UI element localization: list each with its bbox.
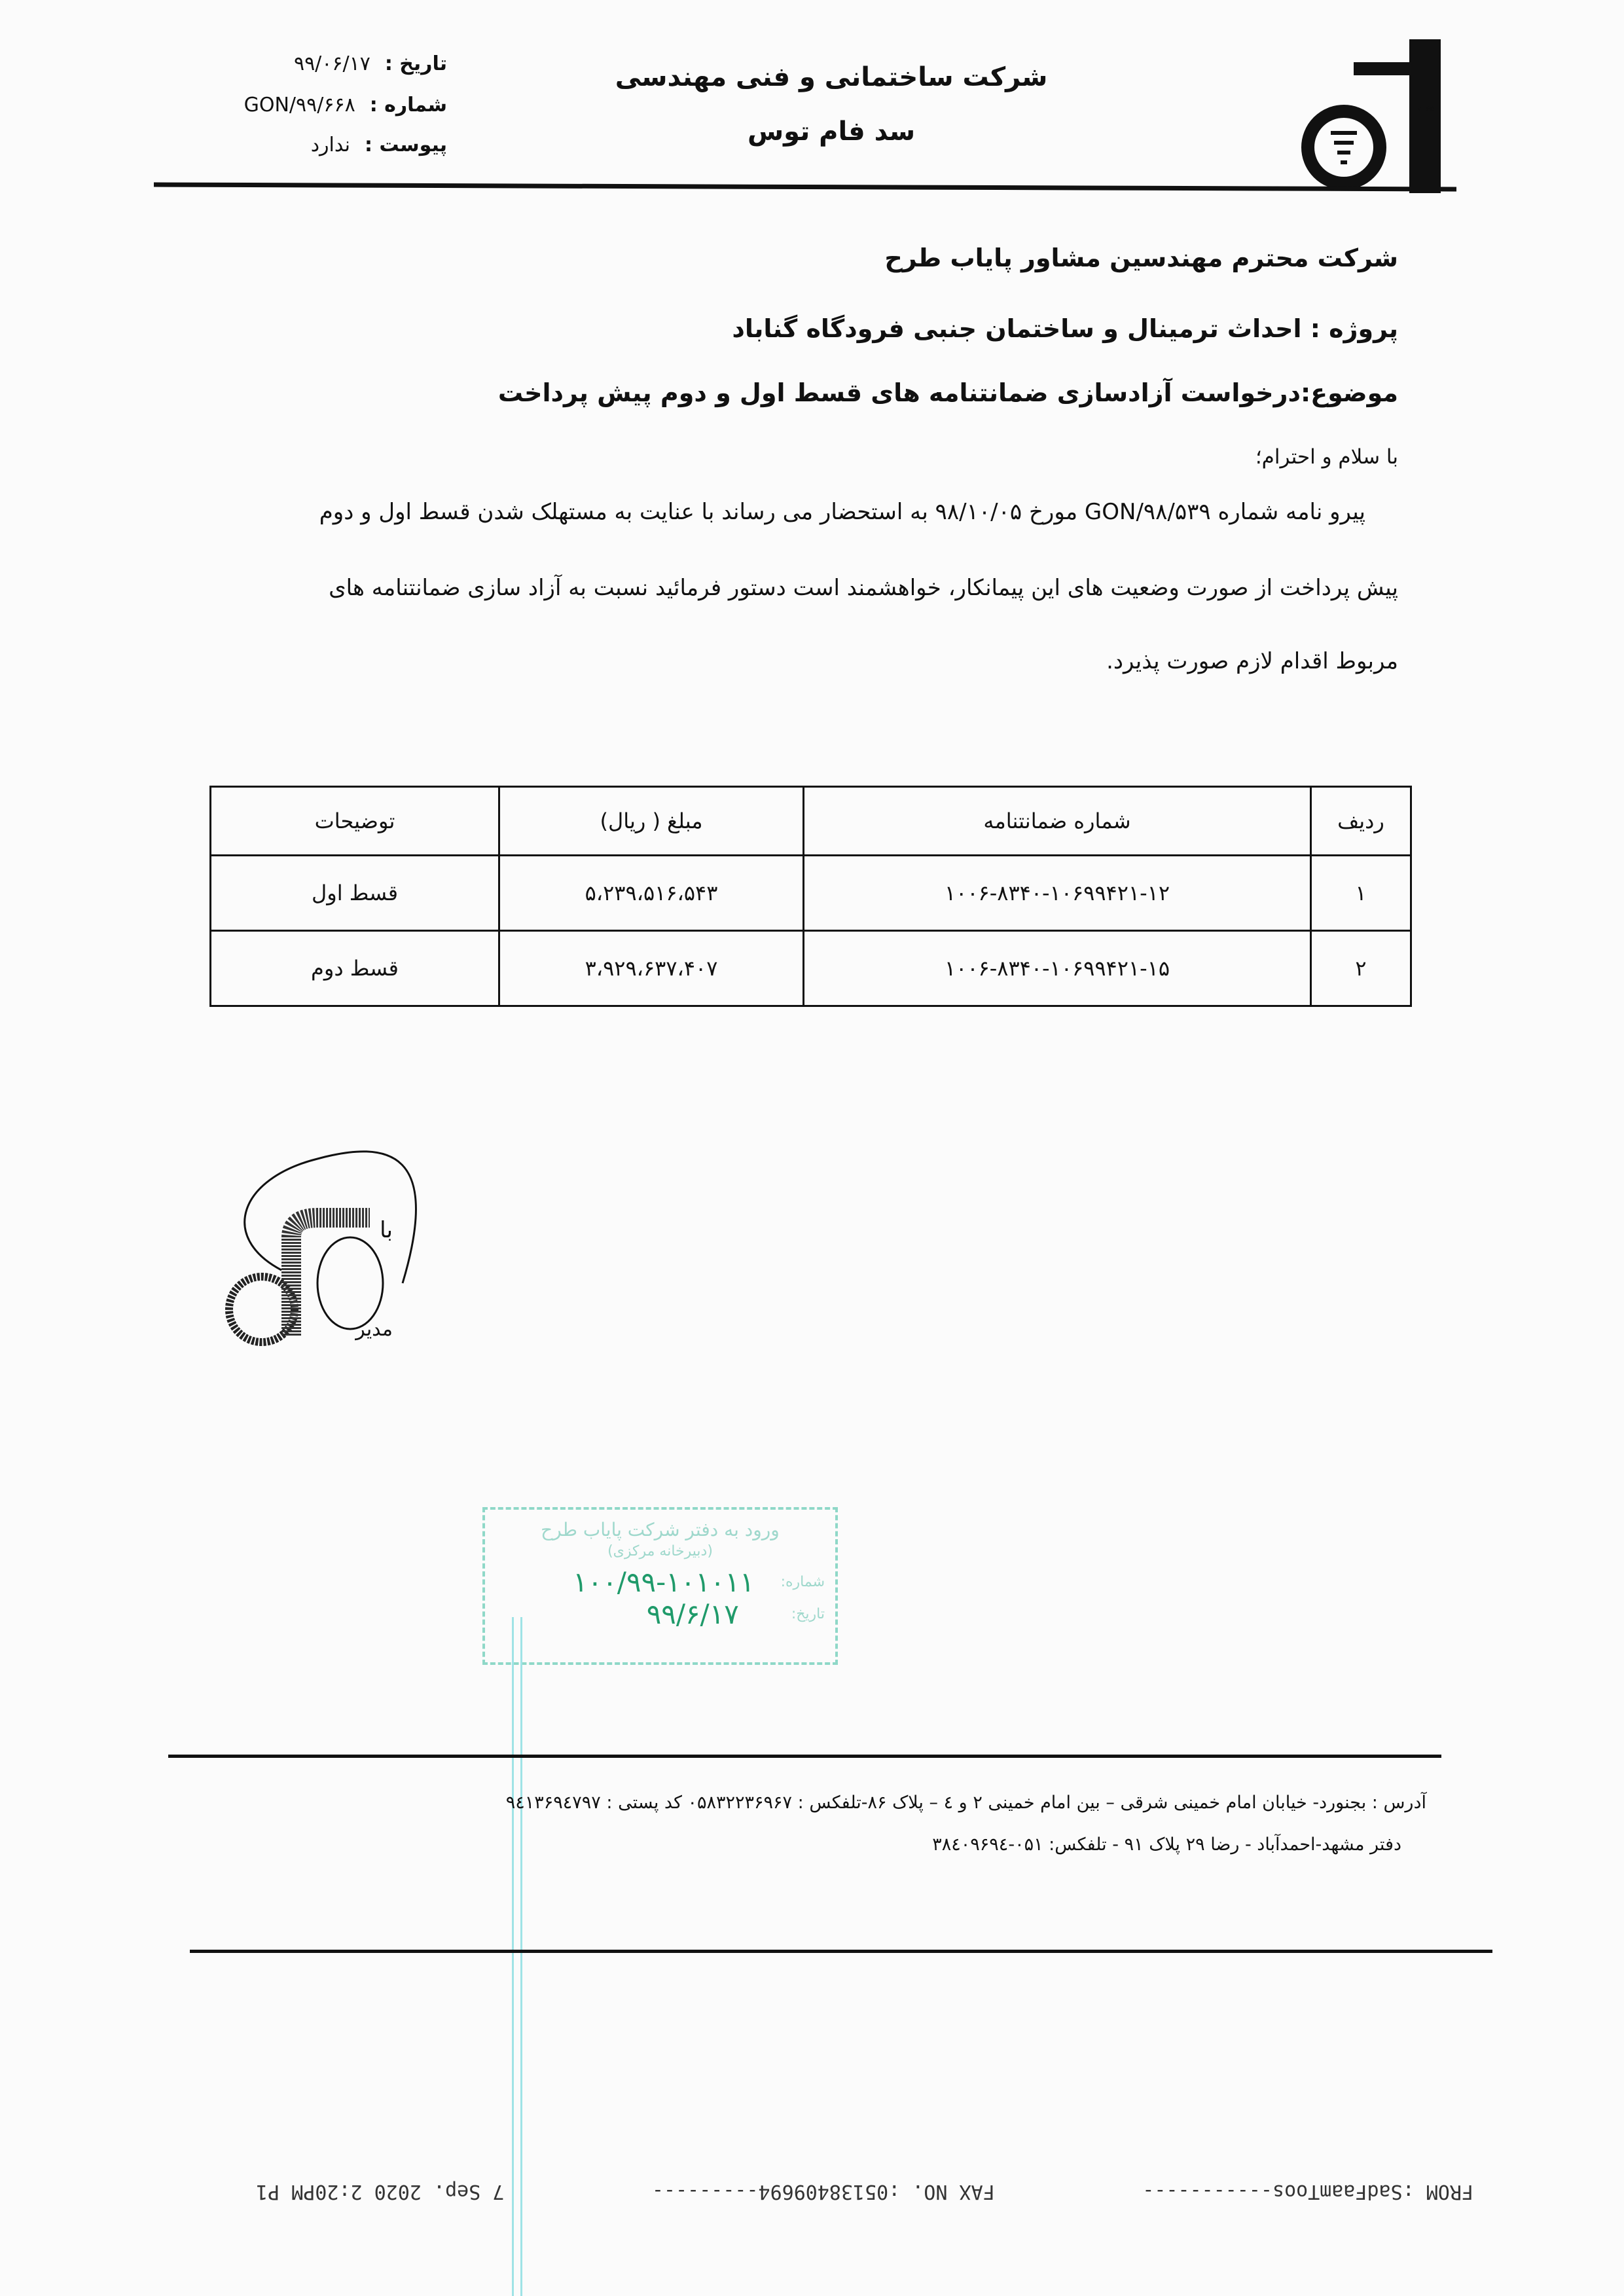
cell-description: قسط اول	[211, 856, 499, 931]
receipt-date-label: تاریخ:	[791, 1606, 825, 1622]
col-header-guarantee-number: شماره ضمانتنامه	[804, 787, 1311, 856]
cell-guarantee-number: ۱۰۰۶-۸۳۴۰-۱۰۶۹۹۴۲۱-۱۵	[804, 931, 1311, 1006]
subject-line: موضوع:درخواست آزادسازی ضمانتنامه های قسط اول و دوم پیش پرداخت	[497, 378, 1398, 407]
receipt-number-value: ۱۰۰/۹۹-۱۰۱۰۱۱	[573, 1566, 755, 1598]
attachment-label: پیوست :	[364, 134, 447, 156]
body-line: پیرو نامه شماره GON/۹۸/۵۳۹ مورخ ۹۸/۱۰/۰۵ به استحضار می رساند با عنایت به مستهلک شدن قسط اول و دوم	[319, 499, 1365, 525]
header-divider	[154, 183, 1456, 192]
receipt-stamp	[482, 1507, 838, 1665]
cell-row-number: ۱	[1311, 856, 1411, 931]
guarantee-table	[209, 786, 1412, 1007]
date-label: تاریخ :	[384, 52, 447, 75]
bottom-divider	[190, 1950, 1492, 1953]
cell-amount: ۵،۲۳۹،۵۱۶،۵۴۳	[499, 856, 804, 931]
attachment-row	[205, 134, 447, 156]
fax-number: FAX NO. :05138409694---------	[651, 2180, 995, 2203]
recipient: شرکت محترم مهندسین مشاور پایاب طرح	[884, 244, 1398, 272]
table-row	[211, 931, 1411, 1006]
receipt-number-label: شماره:	[780, 1574, 825, 1590]
svg-text:مدیر: مدیر	[355, 1318, 393, 1341]
number-value: GON/۹۹/۶۶۸	[244, 94, 355, 117]
fax-header	[256, 2180, 1473, 2203]
svg-text:با: با	[380, 1217, 393, 1243]
cell-guarantee-number: ۱۰۰۶-۸۳۴۰-۱۰۶۹۹۴۲۱-۱۲	[804, 856, 1311, 931]
cell-amount: ۳،۹۲۹،۶۳۷،۴۰۷	[499, 931, 804, 1006]
table-header-row	[211, 787, 1411, 856]
company-logo	[1295, 39, 1458, 193]
col-header-amount: مبلغ ( ریال)	[499, 787, 804, 856]
number-row	[205, 94, 447, 117]
fax-datetime: 7 Sep. 2020 2:20PM P1	[256, 2180, 505, 2203]
col-header-description: توضیحات	[211, 787, 499, 856]
receipt-date-value: ۹۹/۶/۱۷	[646, 1598, 739, 1630]
footer-divider	[168, 1755, 1441, 1758]
col-header-row-number: ردیف	[1311, 787, 1411, 856]
company-name: شرکت ساختمانی و فنی مهندسی	[615, 62, 1048, 92]
signature-stamp	[219, 1139, 442, 1362]
project-title: پروژه : احداث ترمینال و ساختمان جنبی فرودگاه گناباد	[732, 314, 1398, 343]
address-line: آدرس : بجنورد- خیابان امام خمینی شرقی – بین امام خمینی ۲ و ٤ – پلاک ۸۶-تلفکس : ۰۵۸۳۲۲۳۶۹۶۷ کد پستی : ۹٤۱۳۶۹٤۷۹۷	[505, 1793, 1426, 1813]
office-address-line: دفتر مشهد-احمدآباد - رضا ۲۹ پلاک ۹۱ - تلفکس: ۰۵۱-۳۸٤۰۹۶۹٤	[932, 1834, 1401, 1855]
receipt-stamp-subtitle: (دبیرخانه مرکزی)	[607, 1543, 713, 1559]
table-row	[211, 856, 1411, 931]
company-name-line2: سد فام توس	[747, 117, 916, 147]
svg-text:۲۰۶۵: ۲۰۶۵	[1417, 104, 1434, 113]
number-label: شماره :	[369, 94, 447, 117]
cell-description: قسط دوم	[211, 931, 499, 1006]
greeting: با سلام و احترام؛	[1255, 445, 1398, 469]
attachment-value: ندارد	[310, 134, 350, 156]
date-row	[205, 52, 447, 75]
body-line: پیش پرداخت از صورت وضعیت های این پیمانکار، خواهشمند است دستور فرمائید نسبت به آزاد سازی ضمانتنامه های	[329, 575, 1398, 601]
date-value: ۹۹/۰۶/۱۷	[293, 52, 370, 75]
cell-row-number: ۲	[1311, 931, 1411, 1006]
receipt-stamp-title: ورود به دفتر شرکت پایاب طرح	[541, 1519, 780, 1540]
fax-from: FROM :SadFaamToos-----------	[1142, 2180, 1473, 2203]
body-line: مربوط اقدام لازم صورت پذیرد.	[1106, 648, 1398, 674]
